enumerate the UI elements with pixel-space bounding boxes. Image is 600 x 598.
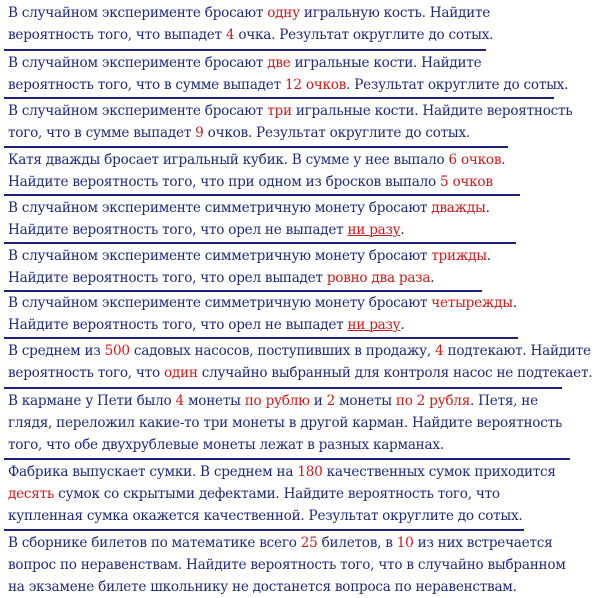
separator-line — [4, 146, 508, 148]
problem-4 — [8, 149, 598, 193]
problem-2 — [8, 52, 598, 96]
problem-text: того, что обе двухрублевые монеты лежат в разных карманах. — [8, 437, 444, 453]
highlighted-term: 9 — [195, 125, 204, 141]
highlighted-term: дважды — [431, 200, 486, 216]
problem-line — [8, 292, 598, 314]
problem-text: вопрос по неравенствам. Найдите вероятность того, что в случайно выбранном — [8, 557, 566, 573]
separator-line — [4, 242, 516, 244]
problem-text: Найдите вероятность того, что орел не выпадет — [8, 222, 348, 238]
problem-text: В случайном эксперименте бросают — [8, 103, 268, 119]
highlighted-term: 6 очков — [448, 152, 502, 168]
problem-8 — [8, 340, 598, 384]
problem-text: . Петя, не — [470, 393, 538, 409]
problem-text: Фабрика выпускает сумки. В среднем на — [8, 464, 298, 480]
highlighted-term: один — [163, 365, 198, 381]
problem-line — [8, 505, 598, 527]
problem-line — [8, 314, 598, 336]
problem-text: случайно выбранный для контроля насос не подтекает. — [197, 365, 593, 381]
problem-text: . Результат округлите до сотых. — [346, 77, 569, 93]
problem-line — [8, 149, 598, 171]
problem-text: купленная сумка окажется качественной. Результат округлите до сотых. — [8, 508, 523, 524]
problem-line — [8, 2, 598, 24]
highlighted-term: четырежды — [431, 295, 513, 311]
highlighted-term: по рублю — [244, 393, 310, 409]
highlighted-term: 4 — [175, 393, 184, 409]
problem-text: . — [430, 270, 435, 286]
problem-line — [8, 171, 598, 193]
problem-line — [8, 122, 598, 144]
problem-text: билетов, в — [317, 535, 397, 551]
problem-text: Катя дважды бросает игральный кубик. В сумме у нее выпало — [8, 152, 449, 168]
highlighted-term: 4 — [435, 343, 444, 359]
highlighted-term: 500 — [104, 343, 130, 359]
problem-line — [8, 197, 598, 219]
problem-1 — [8, 2, 598, 46]
separator-line — [4, 49, 486, 51]
problem-7 — [8, 292, 598, 336]
highlighted-term: ровно два раза — [326, 270, 431, 286]
highlighted-term: десять — [8, 486, 55, 502]
problem-6 — [8, 245, 598, 289]
problem-text: очков. Результат округлите до сотых. — [203, 125, 470, 141]
problem-text: В случайном эксперименте симметричную монету бросают — [8, 248, 432, 264]
highlighted-term: 12 очков — [284, 77, 347, 93]
problem-text: . — [486, 248, 491, 264]
highlighted-term: 10 — [396, 535, 414, 551]
separator-line — [4, 194, 520, 196]
problem-line — [8, 390, 598, 412]
highlighted-term: ни разу — [347, 317, 401, 333]
highlighted-term: трижды — [431, 248, 487, 264]
problem-text: В среднем из — [8, 343, 105, 359]
highlighted-term: ни разу — [347, 222, 401, 238]
highlighted-term: 25 — [300, 535, 318, 551]
problem-line — [8, 74, 598, 96]
problem-text: сумок со скрытыми дефектами. Найдите вероятность того, что — [54, 486, 500, 502]
highlighted-term: 4 — [225, 27, 235, 43]
problem-line — [8, 576, 598, 598]
problem-text: и — [309, 393, 327, 409]
problem-text: . — [485, 200, 490, 216]
highlighted-term: три — [267, 103, 292, 119]
problem-3 — [8, 100, 598, 144]
problem-line — [8, 362, 598, 384]
highlighted-term: две — [267, 55, 291, 71]
problem-text: В случайном эксперименте бросают — [8, 55, 268, 71]
problem-text: монеты — [183, 393, 245, 409]
problem-line — [8, 483, 598, 505]
separator-line — [4, 337, 518, 339]
problem-text: качественных сумок приходится — [322, 464, 556, 480]
problem-text: игральные кости. Найдите — [290, 55, 482, 71]
problem-text: из них встречается — [413, 535, 553, 551]
problem-text: . — [400, 222, 405, 238]
problem-line — [8, 100, 598, 122]
problem-line — [8, 245, 598, 267]
problem-text: игральные кости. Найдите вероятность — [291, 103, 573, 119]
problem-text: Найдите вероятность того, что орел выпадет — [8, 270, 327, 286]
problem-text: садовых насосов, поступивших в продажу, — [129, 343, 436, 359]
problem-text: вероятность того, что — [8, 365, 164, 381]
problem-text: В сборнике билетов по математике всего — [8, 535, 301, 551]
highlighted-term: 5 очков — [440, 174, 493, 190]
problem-11 — [8, 532, 598, 598]
problem-text: очка. Результат округлите до сотых. — [234, 27, 494, 43]
problem-9 — [8, 390, 598, 456]
separator-line — [4, 458, 570, 460]
problem-text: В случайном эксперименте симметричную монету бросают — [8, 200, 432, 216]
problem-line — [8, 340, 598, 362]
highlighted-term: одну — [267, 5, 300, 21]
problem-line — [8, 267, 598, 289]
problem-line — [8, 24, 598, 46]
separator-line — [4, 97, 554, 99]
problem-text: В случайном эксперименте бросают — [8, 5, 268, 21]
problem-text: В кармане у Пети было — [8, 393, 176, 409]
problem-line — [8, 461, 598, 483]
problem-line — [8, 412, 598, 434]
problem-line — [8, 52, 598, 74]
highlighted-term: 2 — [326, 393, 336, 409]
problem-text: на экзамене билете школьнику не достанется вопроса по неравенствам. — [8, 579, 517, 595]
problem-text: глядя, переложил какие-то три монеты в другой карман. Найдите вероятность — [8, 415, 563, 431]
problem-text: . — [400, 317, 405, 333]
problem-text: В случайном эксперименте симметричную монету бросают — [8, 295, 432, 311]
problem-text: игральную кость. Найдите — [299, 5, 491, 21]
problem-line — [8, 554, 598, 576]
highlighted-term: по 2 рубля — [395, 393, 471, 409]
problem-text: Найдите вероятность того, что орел не выпадет — [8, 317, 348, 333]
problem-line — [8, 532, 598, 554]
problem-line — [8, 219, 598, 241]
problem-text: Найдите вероятность того, что при одном из бросков выпало — [8, 174, 441, 190]
problem-text: вероятность того, что в сумме выпадет — [8, 77, 285, 93]
problem-text: того, что в сумме выпадет — [8, 125, 196, 141]
problem-text: монеты — [335, 393, 396, 409]
problem-text: подтекают. Найдите — [443, 343, 591, 359]
separator-line — [4, 529, 524, 531]
problem-text: вероятность того, что выпадет — [8, 27, 226, 43]
problem-5 — [8, 197, 598, 241]
problem-text: . — [512, 295, 517, 311]
problem-line — [8, 434, 598, 456]
problem-text: . — [501, 152, 506, 168]
problem-10 — [8, 461, 598, 527]
separator-line — [4, 387, 562, 389]
highlighted-term: 180 — [297, 464, 323, 480]
